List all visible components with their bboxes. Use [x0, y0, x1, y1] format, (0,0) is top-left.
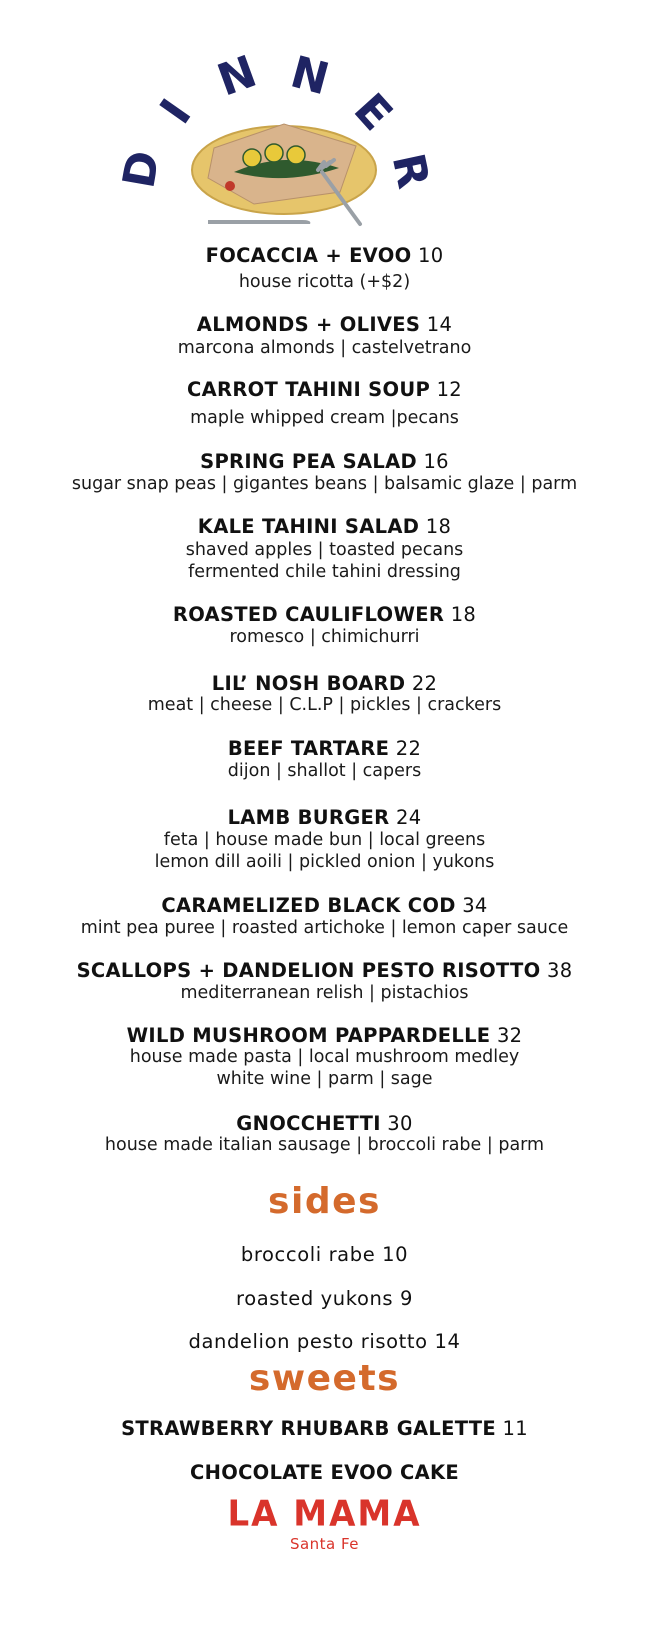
- sweet-item-chocolate-cake: [0, 1461, 649, 1484]
- item-price: 12: [436, 378, 462, 401]
- citrus-slice-icon: [287, 146, 305, 164]
- item-name: WILD MUSHROOM PAPPARDELLE: [126, 1024, 491, 1047]
- knife-icon: [208, 220, 310, 224]
- sweets-heading: sweets: [248, 1358, 401, 1399]
- dinner-letter-n2: N: [285, 46, 335, 106]
- item-price: 32: [496, 1024, 523, 1047]
- item-description: lemon dill aoili | pickled onion | yukons: [154, 852, 495, 872]
- dinner-header-illustration: [113, 46, 439, 242]
- item-description: house made pasta | local mushroom medley: [129, 1047, 520, 1067]
- menu-item-gnocchetti: [0, 1112, 649, 1135]
- item-description: mint pea puree | roasted artichoke | lemon caper sauce: [80, 918, 569, 938]
- item-name: STRAWBERRY RHUBARB GALETTE: [121, 1417, 497, 1440]
- item-name: CHOCOLATE EVOO CAKE: [189, 1461, 460, 1484]
- citrus-slice-icon: [265, 144, 283, 162]
- menu-item-nosh-board: [0, 672, 649, 695]
- dinner-letter-r: R: [381, 149, 439, 193]
- dinner-letter-i: I: [150, 90, 202, 134]
- item-description: marcona almonds | castelvetrano: [177, 338, 472, 358]
- menu-item-beef-tartare: [0, 737, 649, 760]
- side-item: roasted yukons 9: [236, 1287, 413, 1310]
- item-price: 24: [396, 806, 422, 829]
- item-name: CARAMELIZED BLACK COD: [161, 894, 456, 917]
- menu-item-almonds: [0, 313, 649, 336]
- item-name: LAMB BURGER: [227, 806, 390, 829]
- plate-illustration: [192, 124, 376, 224]
- item-description: mediterranean relish | pistachios: [180, 983, 469, 1003]
- item-description: maple whipped cream |pecans: [190, 408, 459, 428]
- item-description: shaved apples | toasted pecans: [185, 540, 464, 560]
- item-description: romesco | chimichurri: [229, 627, 420, 647]
- sweet-item-galette: [0, 1417, 649, 1440]
- brand-location: Santa Fe: [289, 1535, 360, 1553]
- item-name: ALMONDS + OLIVES: [196, 313, 421, 336]
- item-description: house ricotta (+$2): [238, 272, 411, 292]
- menu-item-black-cod: [0, 894, 649, 917]
- item-description: feta | house made bun | local greens: [163, 830, 486, 850]
- item-name: SPRING PEA SALAD: [200, 450, 417, 473]
- item-price: 10: [418, 244, 444, 267]
- menu-item-scallops: [0, 959, 649, 982]
- menu-item-carrot-soup: [0, 378, 649, 401]
- dinner-letter-e: E: [343, 84, 402, 141]
- menu-item-spring-pea-salad: [0, 450, 649, 473]
- brand-logo: LA MAMA: [227, 1492, 422, 1535]
- item-name: KALE TAHINI SALAD: [197, 515, 420, 538]
- item-price: 38: [547, 959, 573, 982]
- item-price: 22: [411, 672, 438, 695]
- sides-heading: sides: [268, 1181, 381, 1222]
- item-description: sugar snap peas | gigantes beans | balsamic glaze | parm: [71, 474, 578, 494]
- dinner-letter-d: D: [113, 147, 171, 192]
- menu-item-kale-salad: [0, 515, 649, 538]
- item-name: FOCACCIA + EVOO: [205, 244, 412, 267]
- item-name: BEEF TARTARE: [227, 737, 390, 760]
- item-name: GNOCCHETTI: [236, 1112, 381, 1135]
- menu-item-pappardelle: [0, 1024, 649, 1047]
- menu-item-roasted-cauliflower: [0, 603, 649, 626]
- item-name: CARROT TAHINI SOUP: [187, 378, 431, 401]
- item-price: 18: [425, 515, 452, 538]
- item-name: SCALLOPS + DANDELION PESTO RISOTTO: [76, 959, 541, 982]
- item-price: 34: [462, 894, 488, 917]
- item-description: house made italian sausage | broccoli rabe | parm: [104, 1135, 545, 1155]
- item-name: ROASTED CAULIFLOWER: [172, 603, 445, 626]
- item-name: LIL’ NOSH BOARD: [211, 672, 406, 695]
- citrus-slice-icon: [243, 149, 261, 167]
- side-item: dandelion pesto risotto 14: [188, 1330, 461, 1353]
- item-price: 14: [426, 313, 453, 336]
- menu-item-lamb-burger: [0, 806, 649, 829]
- tomato-icon: [225, 181, 235, 191]
- item-description: dijon | shallot | capers: [227, 761, 422, 781]
- item-price: 18: [450, 603, 477, 626]
- menu-item-focaccia: [0, 244, 649, 267]
- side-item: broccoli rabe 10: [240, 1243, 409, 1266]
- item-description: fermented chile tahini dressing: [188, 562, 461, 582]
- item-price: 30: [387, 1112, 413, 1135]
- dinner-letter-n1: N: [211, 46, 264, 107]
- item-price: 22: [395, 737, 422, 760]
- item-price: 11: [502, 1417, 528, 1440]
- item-description: white wine | parm | sage: [216, 1069, 433, 1089]
- item-description: meat | cheese | C.L.P | pickles | crackers: [147, 695, 502, 715]
- item-price: 16: [423, 450, 449, 473]
